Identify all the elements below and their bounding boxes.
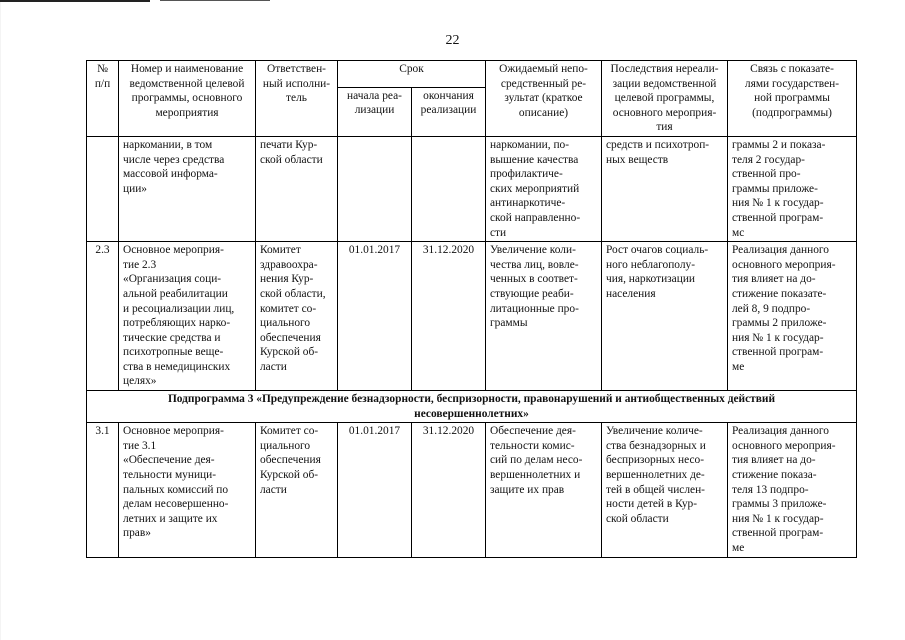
header-link: Связь с показате- лями государствен- ной программы (подпрограммы) xyxy=(728,61,857,137)
cell-consequences: Рост очагов социаль- ного неблагополу- чия, наркотизации населения xyxy=(602,242,728,391)
cell-consequences: средств и психотроп- ных веществ xyxy=(602,136,728,241)
header-num: № п/п xyxy=(87,61,119,137)
top-rule xyxy=(0,0,150,2)
header-expected: Ожидаемый непо- средственный ре- зультат (краткое описание) xyxy=(486,61,602,137)
cell-responsible: Комитет здравоохра- нения Кур- ской области, комитет со- циального обеспечения Курской об- ласти xyxy=(256,242,338,391)
header-term-start: начала реа- лизации xyxy=(338,87,412,136)
cell-expected: Обеспечение дея- тельности комис- сий по делам несо- вершеннолетних и защите их прав xyxy=(486,423,602,557)
cell-end: 31.12.2020 xyxy=(412,242,486,391)
cell-start: 01.01.2017 xyxy=(338,242,412,391)
cell-program: Основное мероприя- тие 2.3 «Организация соци- альной реабилитации и ресоциализации лиц, потребляющих нарко- тические средства и психотропные веще- ства в немедицинских целях» xyxy=(119,242,256,391)
cell-num xyxy=(87,136,119,241)
page-number: 22 xyxy=(445,33,460,48)
cell-expected: наркомании, по- вышение качества профилактиче- ских мероприятий антинаркотиче- ской направленно- сти xyxy=(486,136,602,241)
cell-consequences: Увеличение количе- ства безнадзорных и беспризорных несо- вершеннолетних де- тей в общей числен- ности детей в Кур- ской области xyxy=(602,423,728,557)
table-row-continuation xyxy=(87,136,857,241)
cell-responsible: печати Кур- ской области xyxy=(256,136,338,241)
table-row-3-1 xyxy=(87,423,857,557)
scan-edge xyxy=(0,0,1,640)
program-table xyxy=(86,60,857,558)
header-row-1 xyxy=(87,61,857,88)
cell-program: наркомании, в том числе через средства массовой информа- ции» xyxy=(119,136,256,241)
cell-num: 3.1 xyxy=(87,423,119,557)
cell-expected: Увеличение коли- чества лиц, вовле- ченных в соответ- ствующие реаби- литационные про- граммы xyxy=(486,242,602,391)
subprogram-3-title: Подпрограмма 3 «Предупреждение безнадзорности, беспризорности, правонарушений и антиобщественных действий несовершеннолетних» xyxy=(87,391,857,423)
table-row-2-3 xyxy=(87,242,857,391)
cell-link: граммы 2 и показа- теля 2 государ- ственной про- граммы приложе- ния № 1 к государ- ственной програм- мс xyxy=(728,136,857,241)
header-consequences: Последствия нереали- зации ведомственной целевой программы, основного мероприя- тия xyxy=(602,61,728,137)
cell-end: 31.12.2020 xyxy=(412,423,486,557)
header-program: Номер и наименование ведомственной целевой программы, основного мероприятия xyxy=(119,61,256,137)
cell-num: 2.3 xyxy=(87,242,119,391)
cell-start: 01.01.2017 xyxy=(338,423,412,557)
header-term-end: окончания реализации xyxy=(412,87,486,136)
cell-link: Реализация данного основного мероприя- тия влияет на до- стижение показа- теля 13 подпро- граммы 3 приложе- ния № 1 к государ- ственной програм- ме xyxy=(728,423,857,557)
top-rule-secondary xyxy=(160,0,270,1)
subprogram-row xyxy=(87,391,857,423)
header-term: Срок xyxy=(338,61,486,88)
cell-responsible: Комитет со- циального обеспечения Курской об- ласти xyxy=(256,423,338,557)
cell-end xyxy=(412,136,486,241)
header-responsible: Ответствен- ный исполни- тель xyxy=(256,61,338,137)
cell-start xyxy=(338,136,412,241)
cell-program: Основное мероприя- тие 3.1 «Обеспечение дея- тельности муници- пальных комиссий по делам несовершенно- летних и защите их прав» xyxy=(119,423,256,557)
cell-link: Реализация данного основного мероприя- тия влияет на до- стижение показате- лей 8, 9 подпро- граммы 2 приложе- ния № 1 к государ- ственной програм- ме xyxy=(728,242,857,391)
